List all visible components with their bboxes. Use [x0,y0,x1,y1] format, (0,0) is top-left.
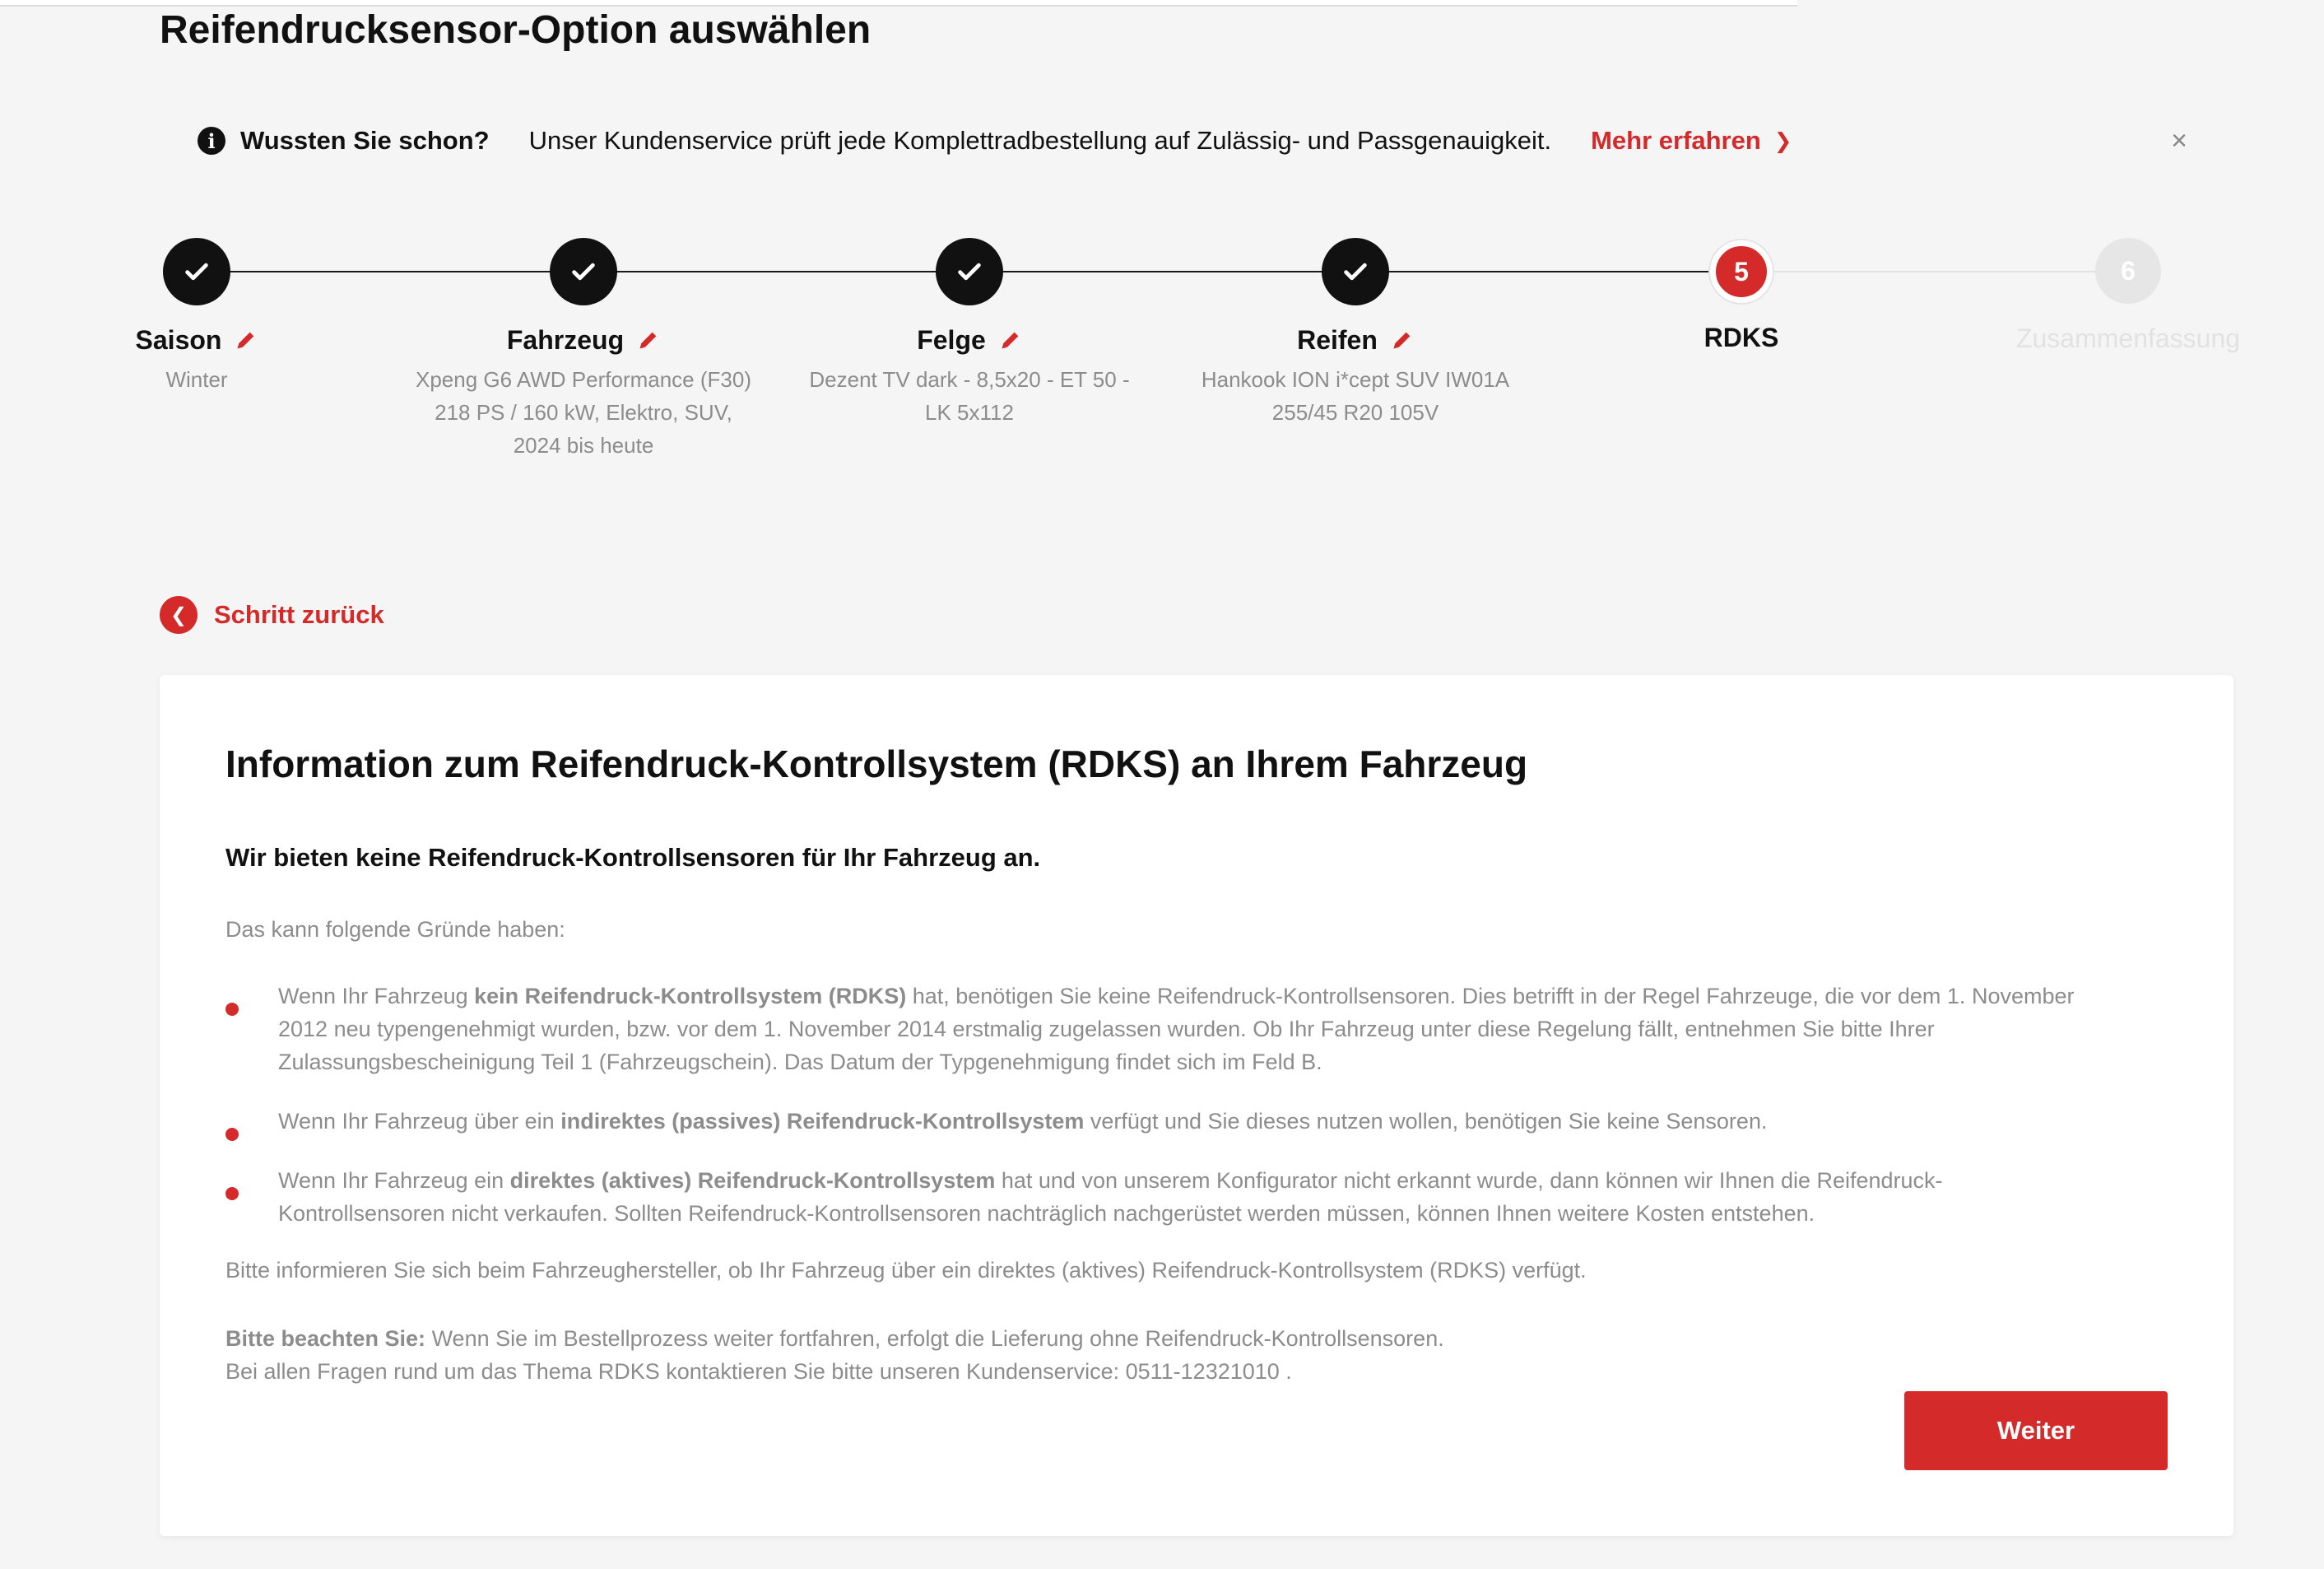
info-banner-text: Unser Kundenservice prüft jede Komplettradbestellung auf Zulässig- und Passgenauigkeit. [528,126,1552,155]
pencil-icon[interactable] [999,328,1022,352]
list-item: Wenn Ihr Fahrzeug ein direktes (aktives) Reifendruck-Kontrollsystem hat und von unserem Konfigurator nicht erkannt wurde, dann können wir Ihnen die Reifendruck-Kontrollsensoren nicht verkaufen. Sollten Reifendruck-Kontrollsensoren nachträglich nachgerüstet werden müssen, können Ihnen weitere Kosten entstehen. [225,1164,2102,1230]
rdks-info-card [160,675,2233,1536]
pencil-icon[interactable] [637,328,660,352]
bullet-icon [225,1187,239,1200]
check-icon [1322,238,1389,305]
list-item: Wenn Ihr Fahrzeug über ein indirektes (passives) Reifendruck-Kontrollsystem verfügt und Sie dieses nutzen wollen, benötigen Sie keine Sensoren. [225,1105,2102,1138]
info-icon: i [198,127,225,155]
step-details: Winter [165,367,228,392]
step-details: Dezent TV dark - 8,5x20 - ET 50 - LK 5x112 [809,367,1130,425]
card-intro: Das kann folgende Gründe haben: [225,917,565,942]
pencil-icon[interactable] [235,328,258,352]
reasons-list [225,980,2102,1256]
step-details: Xpeng G6 AWD Performance (F30) 218 PS / 160 kW, Elektro, SUV, 2024 bis heute [416,367,751,458]
manufacturer-note: Bitte informieren Sie sich beim Fahrzeughersteller, ob Ihr Fahrzeug über ein direktes (aktives) Reifendruck-Kontrollsystem (RDKS) verfügt. [225,1258,1587,1283]
more-info-link[interactable] [1591,126,1792,156]
bullet-icon [225,1003,239,1016]
info-banner [160,112,2233,170]
pencil-icon[interactable] [1391,328,1414,352]
card-subtitle: Wir bieten keine Reifendruck-Kontrollsensoren für Ihr Fahrzeug an. [225,843,1041,872]
chevron-right-icon: ❯ [1773,128,1792,153]
step-label: RDKS [1703,322,1779,352]
back-step-label: Schritt zurück [214,600,384,629]
step-saison[interactable] [24,230,370,396]
step-number-badge: 5 [1710,240,1773,303]
delivery-notice: Bitte beachten Sie: Wenn Sie im Bestellprozess weiter fortfahren, erfolgt die Lieferung ohne Reifendruck-Kontrollsensoren. Bei allen Fragen rund um das Thema RDKS kontaktieren Sie bitte unseren Kundenservice: 0511-12321010 . [225,1322,1444,1388]
step-label: Fahrzeug [411,324,756,356]
page-title: Reifendrucksensor-Option auswählen [160,8,872,52]
check-icon [163,238,230,305]
chevron-left-icon: ❮ [160,596,198,634]
list-item: Wenn Ihr Fahrzeug kein Reifendruck-Kontrollsystem (RDKS) hat, benötigen Sie keine Reifendruck-Kontrollsensoren. Dies betrifft in der Regel Fahrzeuge, die vor dem 1. November 2012 neu typengenehmigt wurden, bzw. vor dem 1. November 2014 erstmalig zugelassen wurden. Ob Ihr Fahrzeug unter diese Regelung fällt, entnehmen Sie bitte Ihrer Zulassungsbescheinigung Teil 1 (Fahrzeugschein). Das Datum der Typgenehmigung findet sich im Feld B. [225,980,2102,1078]
step-label: Zusammenfassung [2015,323,2241,353]
more-info-label: Mehr erfahren [1591,126,1761,155]
close-icon[interactable]: × [2171,125,2187,156]
step-reifen[interactable] [1183,230,1528,429]
continue-button[interactable]: Weiter [1904,1391,2168,1470]
check-icon [550,238,617,305]
step-rdks [1569,230,1914,354]
card-title: Information zum Reifendruck-Kontrollsystem (RDKS) an Ihrem Fahrzeug [225,743,1528,785]
info-banner-title: Wussten Sie schon? [240,126,490,155]
step-number-badge: 6 [2095,238,2161,304]
check-icon [936,238,1003,305]
step-label: Reifen [1183,324,1528,356]
step-details: Hankook ION i*cept SUV IW01A 255/45 R20 105V [1201,367,1510,425]
step-felge[interactable] [797,230,1142,429]
step-fahrzeug[interactable] [411,230,756,462]
contact-info: Bei allen Fragen rund um das Thema RDKS kontaktieren Sie bitte unseren Kundenservice: 0511-12321010 . [225,1359,1292,1384]
back-step-link[interactable] [160,596,384,634]
step-zusammenfassung [1955,230,2301,355]
bullet-icon [225,1128,239,1141]
progress-stepper [0,230,2324,477]
step-label: Felge [797,324,1142,356]
step-label: Saison [24,324,370,356]
